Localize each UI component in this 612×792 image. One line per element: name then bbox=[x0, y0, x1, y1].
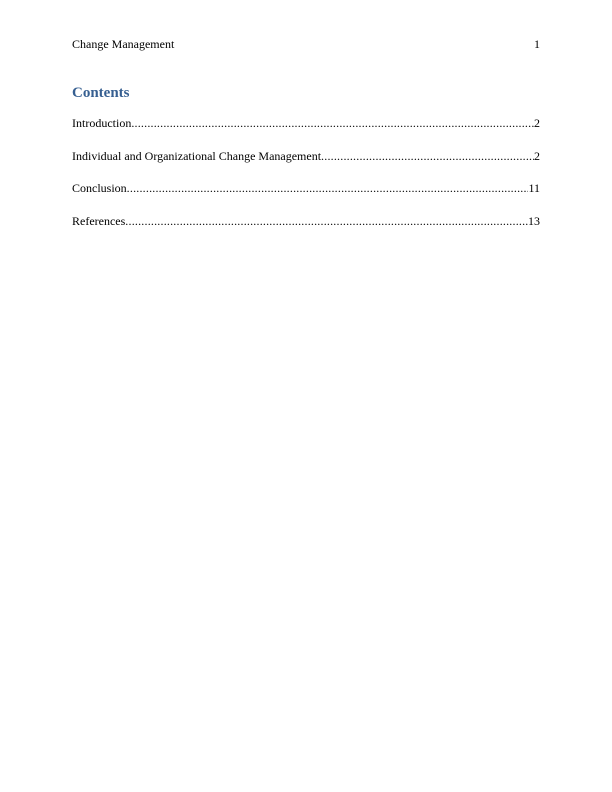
dot-leader bbox=[125, 213, 528, 229]
toc-heading: Contents bbox=[72, 85, 130, 101]
toc-entry-page: 13 bbox=[528, 213, 540, 228]
page-number: 1 bbox=[534, 37, 540, 51]
toc-entry-introduction[interactable] bbox=[72, 115, 540, 131]
toc-entry-page: 2 bbox=[534, 116, 540, 130]
running-head bbox=[72, 36, 540, 52]
toc-entry-page: 2 bbox=[534, 148, 540, 163]
dot-leader bbox=[131, 115, 534, 131]
toc-entry-page: 11 bbox=[528, 181, 540, 195]
toc-entry-label: References bbox=[72, 213, 126, 228]
toc-entry-label: Introduction bbox=[72, 116, 132, 130]
toc-entry-references[interactable] bbox=[72, 213, 540, 229]
toc-entry-change-management[interactable] bbox=[72, 148, 540, 164]
table-of-contents bbox=[72, 115, 540, 245]
toc-entry-label: Conclusion bbox=[72, 181, 127, 195]
dot-leader bbox=[127, 180, 529, 196]
running-head-title: Change Management bbox=[72, 37, 175, 51]
toc-entry-label: Individual and Organizational Change Management bbox=[72, 148, 322, 163]
dot-leader bbox=[321, 148, 534, 164]
toc-entry-conclusion[interactable] bbox=[72, 180, 540, 196]
